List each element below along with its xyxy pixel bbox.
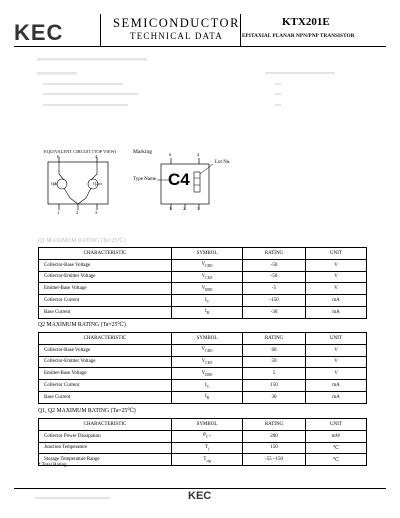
header-rating: RATING — [243, 419, 306, 431]
table-row — [39, 391, 367, 403]
marking-pin-3: 3 — [197, 206, 200, 211]
characteristic-cell: Storage Temperature Range — [39, 454, 172, 466]
symbol-subscript: CEO — [205, 275, 213, 280]
symbol-cell — [172, 356, 243, 368]
symbol-text: V — [201, 262, 206, 268]
faint-lines — [35, 56, 365, 146]
symbol-cell — [172, 430, 243, 442]
table-row — [39, 368, 367, 380]
table-row — [39, 271, 367, 283]
table-row — [39, 259, 367, 271]
faint-text-block — [35, 56, 365, 151]
footer-kec-logo: KEC — [188, 490, 212, 502]
symbol-subscript: CEO — [205, 360, 213, 365]
symbol-cell — [172, 344, 243, 356]
characteristic-cell: Collector-Emitter Voltage — [39, 356, 172, 368]
characteristic-cell: Emitter-Base Voltage — [39, 368, 172, 380]
symbol-subscript: stg — [206, 458, 211, 463]
header-rating: RATING — [243, 248, 306, 260]
header-characteristic: CHARACTERISTIC — [39, 419, 172, 431]
symbol-subscript: CBO — [205, 349, 213, 354]
symbol-cell — [172, 442, 243, 454]
symbol-text: T — [204, 444, 209, 450]
table-row — [39, 283, 367, 295]
symbol-subscript: j — [208, 446, 210, 451]
unit-cell: mA — [306, 295, 367, 307]
q2-rating-title: Q2 MAXIMUM RATING (Ta=25℃) — [38, 322, 126, 328]
unit-cell: ℃ — [306, 454, 367, 466]
unit-cell: V — [306, 356, 367, 368]
table-row — [39, 306, 367, 318]
symbol-cell — [172, 368, 243, 380]
characteristic-cell: Collector Current — [39, 380, 172, 392]
rating-cell: -30 — [243, 306, 306, 318]
q1-q2-rating-title: Q1, Q2 MAXIMUM RATING (Ta=25℃) — [38, 408, 136, 414]
characteristic-cell: Emitter-Base Voltage — [39, 283, 172, 295]
table-header-row — [39, 419, 367, 431]
rating-cell: 50 — [243, 356, 306, 368]
table-row — [39, 380, 367, 392]
q1-q2-rating-table — [38, 418, 367, 466]
q2-rating-table — [38, 332, 367, 404]
characteristic-cell: Collector Current — [39, 295, 172, 307]
symbol-cell — [172, 283, 243, 295]
rating-cell: 60 — [243, 344, 306, 356]
circuit-pin-4: 4 — [95, 154, 98, 159]
symbol-text: V — [201, 285, 206, 291]
footer-faint-text — [35, 496, 115, 500]
symbol-text: I — [204, 297, 207, 303]
rating-cell: 5 — [243, 368, 306, 380]
unit-cell: mW — [306, 430, 367, 442]
symbol-cell — [172, 295, 243, 307]
technical-data-title: TECHNICAL DATA — [130, 31, 223, 41]
type-name-label: Type Name — [133, 177, 157, 182]
header-divider-left — [100, 14, 101, 46]
header-unit: UNIT — [306, 419, 367, 431]
characteristic-cell: Base Current — [39, 391, 172, 403]
symbol-subscript: EBO — [205, 372, 213, 377]
header-symbol: SYMBOL — [172, 248, 243, 260]
circuit-pin-2: 2 — [76, 210, 79, 215]
unit-cell: ℃ — [306, 442, 367, 454]
header-symbol: SYMBOL — [172, 333, 243, 345]
header-characteristic: CHARACTERISTIC — [39, 333, 172, 345]
q2-label: Q2 — [93, 181, 99, 186]
unit-cell: mA — [306, 306, 367, 318]
symbol-text: I — [204, 382, 207, 388]
rating-cell: -55 ~150 — [243, 454, 306, 466]
symbol-cell — [172, 271, 243, 283]
symbol-subscript: C — [206, 384, 210, 389]
marking-pin-4: 4 — [197, 152, 200, 157]
header-characteristic: CHARACTERISTIC — [39, 248, 172, 260]
marking-pin-1: 1 — [169, 206, 172, 211]
symbol-cell — [172, 306, 243, 318]
symbol-subscript: B — [206, 396, 210, 401]
symbol-subscript: B — [206, 311, 210, 316]
circuit-pin-1: 1 — [57, 210, 60, 215]
symbol-text: V — [201, 370, 206, 376]
symbol-subscript: EBO — [205, 287, 213, 292]
unit-cell: V — [306, 271, 367, 283]
table-row — [39, 442, 367, 454]
rating-cell: -150 — [243, 295, 306, 307]
table-row — [39, 344, 367, 356]
header-symbol: SYMBOL — [172, 419, 243, 431]
table-header-row — [39, 333, 367, 345]
part-number: KTX201E — [282, 16, 330, 28]
total-rating-note: * Total Rating. — [38, 463, 68, 468]
rating-cell: -5 — [243, 283, 306, 295]
symbol-cell — [172, 454, 243, 466]
unit-cell: V — [306, 344, 367, 356]
characteristic-cell: Junction Temperature — [39, 442, 172, 454]
symbol-text: V — [201, 273, 206, 279]
rating-cell: 150 — [243, 380, 306, 392]
unit-cell: V — [306, 259, 367, 271]
rating-cell: 200 — [243, 430, 306, 442]
rating-cell: -50 — [243, 259, 306, 271]
marking-code: C4 — [168, 170, 190, 189]
symbol-cell — [172, 380, 243, 392]
q1-label: Q1 — [51, 181, 57, 186]
q1-rating-title: Q1 MAXIMUM RATING (Ta=25℃) — [38, 238, 126, 244]
symbol-text: I — [204, 394, 207, 400]
rating-cell: 150 — [243, 442, 306, 454]
unit-cell: mA — [306, 380, 367, 392]
symbol-text: V — [201, 358, 206, 364]
table-row — [39, 295, 367, 307]
header-unit: UNIT — [306, 333, 367, 345]
rating-cell: 30 — [243, 391, 306, 403]
q1-rating-table — [38, 247, 367, 319]
header-rating: RATING — [243, 333, 306, 345]
symbol-subscript: C — [206, 299, 210, 304]
characteristic-cell: Collector-Base Voltage — [39, 344, 172, 356]
lot-no-label: Lot No. — [215, 160, 231, 165]
table-header-row — [39, 248, 367, 260]
kec-logo: KEC — [14, 20, 64, 45]
header-unit: UNIT — [306, 248, 367, 260]
header-rule — [14, 46, 386, 47]
marking-pin-2: 2 — [183, 206, 186, 211]
header-divider-right — [240, 14, 241, 46]
semiconductor-title: SEMICONDUCTOR — [113, 16, 240, 30]
unit-cell: mA — [306, 391, 367, 403]
characteristic-cell: Collector Power Dissipation — [39, 430, 172, 442]
symbol-text: I — [204, 309, 207, 315]
characteristic-cell: Collector-Base Voltage — [39, 259, 172, 271]
unit-cell: V — [306, 283, 367, 295]
circuit-pin-6: 6 — [57, 154, 60, 159]
characteristic-cell: Base Current — [39, 306, 172, 318]
symbol-text: T — [203, 456, 207, 462]
circuit-pin-3: 3 — [95, 210, 98, 215]
symbol-cell — [172, 391, 243, 403]
symbol-subscript: C * — [205, 435, 211, 440]
unit-cell: V — [306, 368, 367, 380]
part-description: EPITAXIAL PLANAR NPN/PNP TRANSISTOR — [242, 33, 355, 39]
type-name-leader — [157, 178, 169, 182]
characteristic-cell: Collector-Emitter Voltage — [39, 271, 172, 283]
footer-rule — [14, 488, 386, 489]
symbol-text: P — [203, 433, 206, 439]
symbol-cell — [172, 259, 243, 271]
symbol-subscript: CBO — [205, 264, 213, 269]
equivalent-circuit-label: EQUIVALENT CIRCUIT (TOP VIEW) — [44, 149, 117, 154]
table-row — [39, 430, 367, 442]
marking-label: Marking — [133, 149, 152, 155]
table-row — [39, 454, 367, 466]
marking-pin-6: 6 — [169, 152, 172, 157]
table-row — [39, 356, 367, 368]
rating-cell: -50 — [243, 271, 306, 283]
symbol-text: V — [201, 347, 206, 353]
